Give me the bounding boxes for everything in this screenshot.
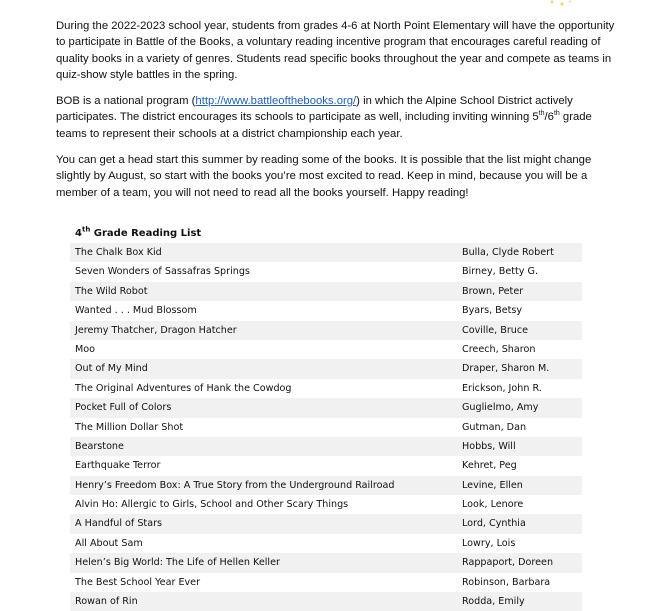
p2-text-middle: ) in which the Alpine School District actively participates. The district encourages its schools to participate as well, including inviting winning 5 (56, 95, 573, 124)
book-author: Robinson, Barbara (462, 576, 551, 588)
book-author: Levine, Ellen (462, 479, 523, 491)
book-author: Draper, Sharon M. (462, 363, 550, 375)
p2-sup-2: th (553, 110, 560, 118)
table-row (70, 398, 582, 417)
book-author: Brown, Peter (462, 285, 524, 297)
book-title: Wanted . . . Mud Blossom (75, 305, 197, 317)
book-author: Rodda, Emily (462, 596, 525, 608)
table-row (70, 553, 582, 572)
book-title: Pocket Full of Colors (75, 402, 172, 414)
table-row (70, 340, 582, 359)
book-author: Coville, Bruce (462, 324, 529, 336)
reading-list-rows (70, 243, 582, 611)
title-grade-sup: th (81, 225, 91, 234)
book-author: Kehret, Peg (462, 460, 517, 472)
book-title: Bearstone (75, 440, 124, 452)
p2-text-start: BOB is a national program ( (56, 95, 196, 107)
book-title: The Million Dollar Shot (75, 421, 184, 433)
book-author: Gutman, Dan (462, 421, 527, 433)
decorative-sparkle-icon (538, 0, 578, 8)
intro-paragraph-2 (56, 93, 616, 142)
table-row (70, 514, 582, 533)
book-title: Henry’s Freedom Box: A True Story from the Underground Railroad (75, 479, 395, 491)
reading-list-table (70, 224, 582, 611)
book-author: Creech, Sharon (462, 343, 536, 355)
table-row (70, 379, 582, 398)
table-row (70, 437, 582, 456)
table-row (70, 262, 582, 281)
book-author: Bulla, Clyde Robert (462, 247, 554, 258)
book-title: The Best School Year Ever (75, 576, 201, 588)
table-row (70, 456, 582, 475)
book-author: Erickson, John R. (462, 382, 542, 394)
book-author: Rappaport, Doreen (462, 557, 554, 569)
p2-slash: /6 (544, 111, 554, 124)
book-title: Moo (75, 343, 96, 355)
book-author: Guglielmo, Amy (462, 402, 539, 414)
table-row (70, 418, 582, 437)
reading-list-title (70, 224, 582, 243)
book-author: Lord, Cynthia (462, 518, 526, 530)
table-row (70, 359, 582, 378)
book-author: Hobbs, Will (462, 440, 516, 452)
book-title: The Wild Robot (75, 285, 148, 297)
book-title: Earthquake Terror (75, 460, 161, 472)
book-author: Look, Lenore (462, 499, 524, 511)
book-title: Rowan of Rin (75, 596, 138, 608)
book-title: Alvin Ho: Allergic to Girls, School and Other Scary Things (75, 499, 349, 511)
table-row (70, 243, 582, 262)
table-row (70, 573, 582, 592)
title-grade-number: 4 (75, 228, 82, 239)
table-row (70, 592, 582, 611)
intro-paragraph-3: You can get a head start this summer by reading some of the books. It is possible that the list might change slightly by August, so start with the books you’re most excited to read. Keep in mind, because you will be a member of a team, you will not need to read all the books yourself. Happy reading! (56, 154, 592, 199)
book-title: All About Sam (75, 537, 143, 549)
title-text: Grade Reading List (90, 228, 202, 239)
book-title: Out of My Mind (75, 363, 148, 375)
book-title: A Handful of Stars (75, 518, 163, 530)
book-author: Birney, Betty G. (462, 266, 539, 278)
table-row (70, 495, 582, 514)
table-row (70, 534, 582, 553)
p2-text-end: grade teams to represent their schools at a district championship each year. (56, 111, 592, 140)
book-author: Lowry, Lois (462, 537, 516, 549)
book-author: Byars, Betsy (462, 305, 523, 317)
table-row (70, 321, 582, 340)
book-title: The Chalk Box Kid (75, 247, 162, 258)
table-row (70, 476, 582, 495)
book-title: Seven Wonders of Sassafras Springs (75, 266, 250, 278)
book-title: The Original Adventures of Hank the Cowdog (75, 382, 292, 394)
book-title: Helen’s Big World: The Life of Hellen Keller (75, 557, 280, 569)
book-title: Jeremy Thatcher, Dragon Hatcher (75, 324, 237, 336)
intro-paragraph-1: During the 2022-2023 school year, students from grades 4-6 at North Point Elementary will have the opportunity to participate in Battle of the Books, a voluntary reading incentive program that encourages careful reading of quality books in a variety of genres. Students read specific books throughout the year and compete as teams in quiz-show style battles in the spring. (56, 20, 615, 81)
table-row (70, 301, 582, 320)
p2-sup-1: th (538, 110, 545, 118)
table-row (70, 282, 582, 301)
battle-of-the-books-link[interactable]: http://www.battleofthebooks.org/ (195, 95, 357, 107)
